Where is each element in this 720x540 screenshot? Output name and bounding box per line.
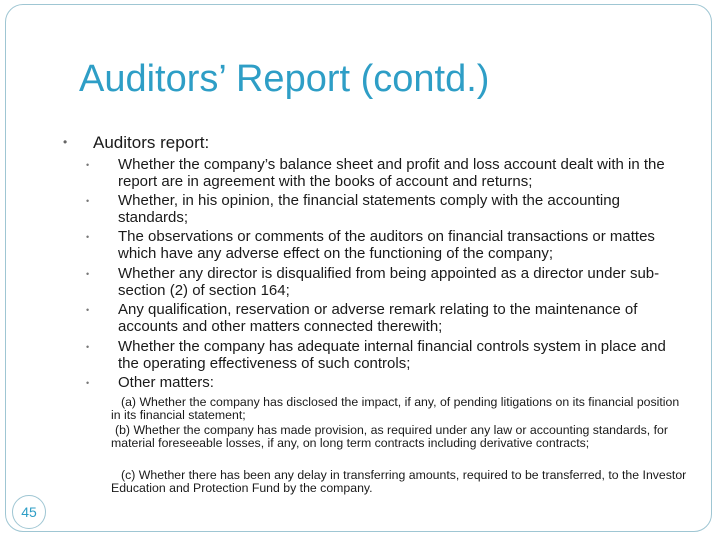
sub-item-a: (a) Whether the company has disclosed the impact, if any, of pending litigations on its financial position in its financial statement;	[111, 395, 680, 422]
list-item-text: Whether, in his opinion, the financial statements comply with the accounting standards;	[118, 192, 620, 226]
bullet-icon: •	[86, 232, 90, 242]
slide-title: Auditors’ Report (contd.)	[79, 58, 490, 100]
bullet-icon: •	[86, 378, 90, 388]
list-item-text: Whether the company has adequate internal financial controls system in place and the operating effectiveness of such controls;	[118, 338, 666, 372]
sub-item-b: (b) Whether the company has made provision, as required under any law or accounting standards, for material foreseeable losses, if any, on long term contracts including derivative contracts;	[111, 423, 668, 450]
sub-item-c: (c) Whether there has been any delay in transferring amounts, required to be transferred, to the Investor Education and Protection Fund by the company.	[111, 468, 687, 495]
bullet-icon: •	[86, 342, 90, 352]
list-item-text: Whether any director is disqualified from being appointed as a director under sub-section (2) of section 164;	[118, 265, 660, 299]
list-item-text: Any qualification, reservation or adverse remark relating to the maintenance of accounts and other matters connected therewith;	[118, 301, 638, 335]
heading-text: Auditors report:	[93, 133, 210, 152]
bullet-icon: •	[86, 305, 90, 315]
page-number: 45	[12, 495, 46, 529]
list-item-text: Whether the company’s balance sheet and profit and loss account dealt with in the report are in agreement with the books of account and returns;	[118, 156, 665, 190]
bullet-icon: •	[86, 196, 90, 206]
bullet-icon: •	[86, 160, 90, 170]
bullet-icon: •	[63, 135, 68, 149]
list-item-text: The observations or comments of the auditors on financial transactions or mattes which have any adverse effect on the functioning of the company;	[118, 228, 655, 262]
list-item-text: Other matters:	[118, 374, 214, 391]
bullet-icon: •	[86, 269, 90, 279]
